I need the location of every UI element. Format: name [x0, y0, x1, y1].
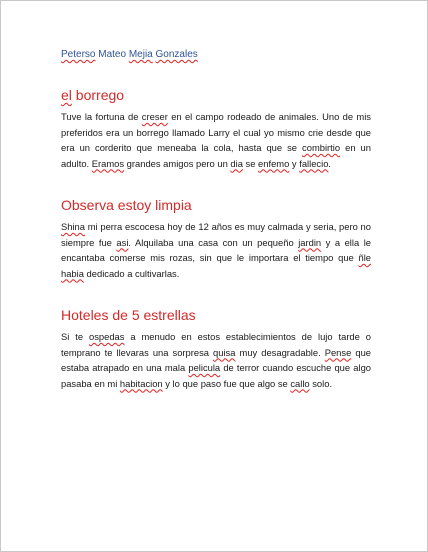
- misspelled-word: fallecio: [299, 157, 329, 169]
- misspelled-word: quisa: [213, 346, 236, 358]
- misspelled-word: creser: [141, 111, 168, 122]
- section-paragraph: Si te ospedas a menudo en estos establecimientos de lujo tarde o temprano te llevaras una sorpresa quisa muy desagradable. Pense que estaba atrapado en una mala pelicula de terror cuando escuche que algo pasaba en mi habitacion y lo que paso fue que algo se callo solo.: [61, 331, 371, 389]
- misspelled-word: callo: [290, 377, 310, 389]
- misspelled-word: jardin: [298, 236, 322, 248]
- misspelled-word: dia: [230, 157, 243, 169]
- section-paragraph: Tuve la fortuna de creser en el campo rodeado de animales. Uno de mis preferidos era un borrego llamado Larry el cual yo mismo crie desde que era un corderito que meneaba la cola, hasta que se combirtio en un adulto. Eramos grandes amigos pero un dia se enfemo y fallecio.: [61, 111, 371, 169]
- misspelled-word: Shina: [61, 221, 85, 232]
- misspelled-word: pelicula: [188, 362, 221, 373]
- misspelled-word: ñle: [358, 252, 371, 263]
- section-heading: Observa estoy limpia: [61, 197, 192, 213]
- misspelled-word: ospedas: [88, 331, 125, 342]
- misspelled-word: asi: [116, 236, 129, 248]
- misspelled-word: Peterso: [61, 49, 96, 60]
- author-name: Peterso Mateo Mejia Gonzales: [61, 49, 198, 60]
- misspelled-word: enfemo: [258, 157, 290, 169]
- misspelled-word: Pense: [324, 346, 352, 358]
- section-heading: Hoteles de 5 estrellas: [61, 307, 196, 323]
- document-body[interactable]: [61, 48, 371, 416]
- section-paragraph: Shina mi perra escocesa hoy de 12 años es muy calmada y seria, pero no siempre fue asi. Alquilaba una casa con un pequeño jardin y a ella le encantaba comerse mis rozas, sin que le importara el tiempo que ñle habia dedicado a cultivarlas.: [61, 221, 371, 279]
- misspelled-word: habia: [61, 267, 84, 279]
- misspelled-word: habitacion: [119, 377, 163, 389]
- misspelled-word: Eramos: [91, 157, 125, 169]
- misspelled-word: el: [61, 87, 72, 103]
- section-heading: el borrego: [61, 87, 125, 103]
- misspelled-word: Gonzales: [155, 49, 198, 60]
- misspelled-word: Mejia: [128, 49, 153, 60]
- misspelled-word: combirtio: [302, 142, 341, 153]
